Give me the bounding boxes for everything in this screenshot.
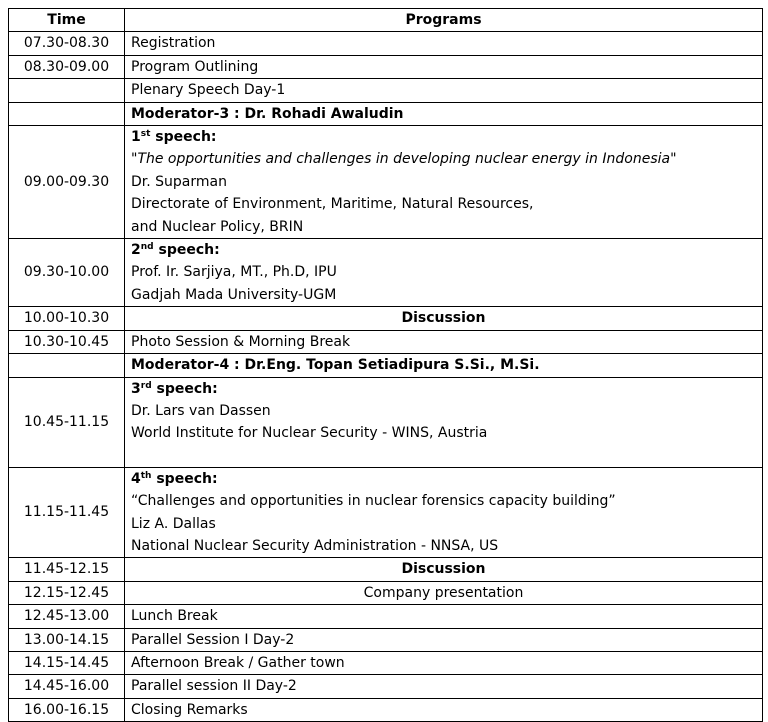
time-cell: 12.15-12.45	[9, 581, 125, 604]
discussion-row	[9, 307, 763, 330]
time-cell: 11.15-11.45	[9, 467, 125, 558]
speech-heading	[131, 126, 756, 148]
time-cell: 09.30-10.00	[9, 239, 125, 307]
program-cell: Plenary Speech Day-1	[125, 79, 763, 102]
speech-number: 4	[131, 470, 141, 487]
table-row	[9, 581, 763, 604]
time-cell: 11.45-12.15	[9, 558, 125, 581]
schedule-table	[8, 8, 763, 722]
time-cell: 10.00-10.30	[9, 307, 125, 330]
speech-heading	[131, 378, 756, 400]
speech-title: "The opportunities and challenges in developing nuclear energy in Indonesia"	[131, 151, 677, 168]
time-cell: 12.45-13.00	[9, 605, 125, 628]
speaker-name: Dr. Lars van Dassen	[131, 402, 271, 419]
time-cell: 13.00-14.15	[9, 628, 125, 651]
time-cell: 14.45-16.00	[9, 675, 125, 698]
program-cell: Parallel session II Day-2	[125, 675, 763, 698]
time-cell	[9, 102, 125, 125]
program-cell: Company presentation	[125, 581, 763, 604]
speaker-affiliation: Gadjah Mada University-UGM	[131, 286, 337, 303]
program-cell: Parallel Session I Day-2	[125, 628, 763, 651]
table-row	[9, 55, 763, 78]
moderator-row	[9, 354, 763, 377]
speaker-affiliation: Directorate of Environment, Maritime, Natural Resources,	[131, 196, 534, 213]
speech-number: 1	[131, 129, 141, 146]
speech-cell	[125, 467, 763, 558]
speaker-name: Liz A. Dallas	[131, 515, 216, 532]
speech-row	[9, 239, 763, 307]
speech-row	[9, 126, 763, 239]
speech-row	[9, 377, 763, 467]
time-cell: 10.45-11.15	[9, 377, 125, 467]
program-cell: Registration	[125, 32, 763, 55]
speech-ordinal-suffix: rd	[140, 380, 152, 391]
time-cell: 08.30-09.00	[9, 55, 125, 78]
time-cell: 10.30-10.45	[9, 330, 125, 353]
table-row	[9, 698, 763, 721]
speaker-affiliation: World Institute for Nuclear Security - WINS, Austria	[131, 425, 488, 442]
speech-cell	[125, 239, 763, 307]
time-cell	[9, 79, 125, 102]
program-cell: Program Outlining	[125, 55, 763, 78]
discussion-row	[9, 558, 763, 581]
speech-title: “Challenges and opportunities in nuclear forensics capacity building”	[131, 493, 616, 510]
speech-cell	[125, 126, 763, 239]
speech-heading	[131, 468, 756, 490]
speech-heading-text: speech:	[151, 470, 218, 487]
time-cell: 09.00-09.30	[9, 126, 125, 239]
speech-number: 3	[131, 380, 141, 397]
speech-heading-text: speech:	[153, 242, 220, 259]
speech-ordinal-suffix: nd	[140, 242, 154, 253]
speaker-affiliation: and Nuclear Policy, BRIN	[131, 218, 304, 235]
speech-heading	[131, 239, 756, 261]
blank-line	[131, 445, 756, 467]
moderator-row	[9, 102, 763, 125]
speaker-name: Dr. Suparman	[131, 173, 227, 190]
table-header-row	[9, 9, 763, 32]
discussion-cell: Discussion	[125, 307, 763, 330]
table-row	[9, 605, 763, 628]
moderator-cell: Moderator-3 : Dr. Rohadi Awaludin	[125, 102, 763, 125]
table-row	[9, 79, 763, 102]
table-row	[9, 330, 763, 353]
speech-ordinal-suffix: th	[140, 470, 152, 481]
speech-heading-text: speech:	[151, 380, 218, 397]
speech-heading-text: speech:	[150, 129, 217, 146]
moderator-cell: Moderator-4 : Dr.Eng. Topan Setiadipura S.Si., M.Si.	[125, 354, 763, 377]
table-row	[9, 675, 763, 698]
program-cell: Lunch Break	[125, 605, 763, 628]
table-row	[9, 32, 763, 55]
table-row	[9, 651, 763, 674]
time-cell: 07.30-08.30	[9, 32, 125, 55]
speaker-affiliation: National Nuclear Security Administration - NNSA, US	[131, 537, 499, 554]
time-cell: 16.00-16.15	[9, 698, 125, 721]
table-row	[9, 628, 763, 651]
speech-row	[9, 467, 763, 558]
speech-cell	[125, 377, 763, 467]
speech-ordinal-suffix: st	[140, 129, 151, 140]
schedule-document	[8, 8, 763, 722]
time-cell	[9, 354, 125, 377]
speaker-name: Prof. Ir. Sarjiya, MT., Ph.D, IPU	[131, 264, 337, 281]
program-cell: Closing Remarks	[125, 698, 763, 721]
time-cell: 14.15-14.45	[9, 651, 125, 674]
speech-number: 2	[131, 242, 141, 259]
programs-column-header: Programs	[125, 9, 763, 32]
program-cell: Photo Session & Morning Break	[125, 330, 763, 353]
time-column-header: Time	[9, 9, 125, 32]
program-cell: Afternoon Break / Gather town	[125, 651, 763, 674]
discussion-cell: Discussion	[125, 558, 763, 581]
